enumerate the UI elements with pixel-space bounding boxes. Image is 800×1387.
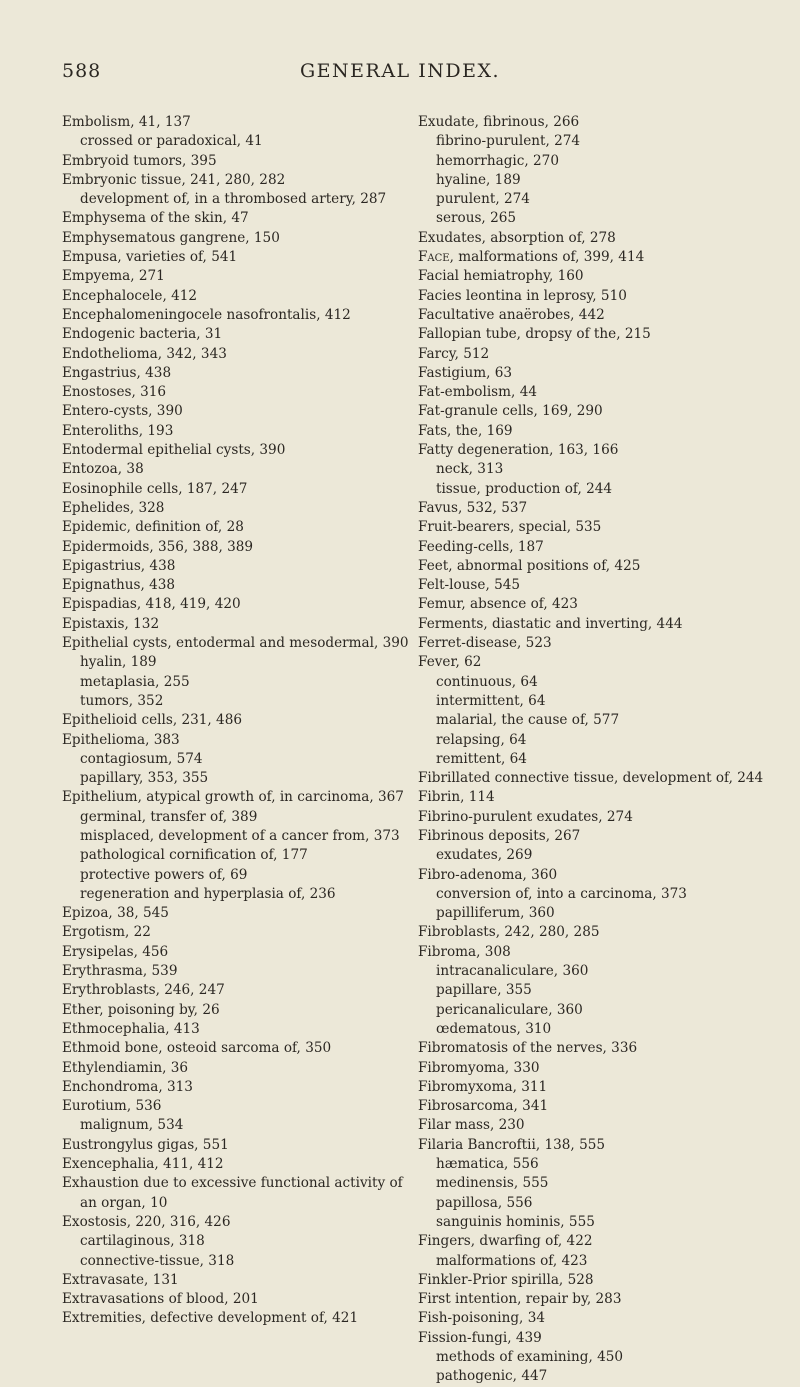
index-entry-text: Fibrinous deposits, 267 [418, 827, 581, 844]
index-entry [418, 1078, 780, 1097]
index-entry [62, 1174, 414, 1213]
index-entry [418, 364, 780, 383]
index-subentry [62, 750, 414, 769]
index-entry [62, 287, 414, 306]
index-subentry [62, 808, 414, 827]
index-entry-text: Exencephalia, 411, 412 [62, 1156, 224, 1173]
index-entry [418, 113, 780, 132]
index-entry-text: serous, 265 [436, 210, 517, 227]
index-entry-text: Exostosis, 220, 316, 426 [62, 1213, 231, 1230]
index-subentry [418, 460, 780, 479]
index-entry [62, 731, 414, 750]
index-entry-text: germinal, transfer of, 389 [80, 808, 258, 825]
index-entry-text: Encephalomeningocele nasofrontalis, 412 [62, 306, 351, 323]
index-subentry [62, 846, 414, 865]
index-entry [418, 1309, 780, 1328]
index-entry-text: continuous, 64 [436, 673, 538, 690]
index-entry [62, 248, 414, 267]
index-entry [62, 962, 414, 981]
index-entry-text: relapsing, 64 [436, 731, 527, 748]
index-subentry [418, 171, 780, 190]
index-entry-text: Ether, poisoning by, 26 [62, 1001, 220, 1018]
index-entry [62, 460, 414, 479]
index-entry [418, 769, 780, 788]
index-entry [418, 306, 780, 325]
index-entry-text: Emphysema of the skin, 47 [62, 210, 249, 227]
index-entry-text: Eurotium, 536 [62, 1098, 162, 1115]
index-entry-text: Entozoa, 38 [62, 461, 144, 478]
index-entry [418, 1290, 780, 1309]
index-entry-text: connective-tissue, 318 [80, 1252, 235, 1269]
index-entry-text: development of, in a thrombosed artery, 287 [80, 191, 387, 208]
index-subentry [418, 1001, 780, 1020]
page-header [0, 60, 800, 90]
index-entry-text: Facial hemiatrophy, 160 [418, 268, 584, 285]
index-entry-text: Fibromyoma, 330 [418, 1059, 540, 1076]
index-subentry [418, 1348, 780, 1367]
index-entry [62, 345, 414, 364]
index-entry-text: conversion of, into a carcinoma, 373 [436, 885, 687, 902]
index-subentry [62, 692, 414, 711]
index-entry-text: intracanaliculare, 360 [436, 963, 589, 980]
index-subentry [418, 885, 780, 904]
index-subentry [418, 1252, 780, 1271]
index-entry [62, 576, 414, 595]
index-entry-text: Fruit-bearers, special, 535 [418, 519, 602, 536]
index-entry-text: Exudates, absorption of, 278 [418, 229, 616, 246]
index-entry-text: papilliferum, 360 [436, 905, 555, 922]
index-entry [418, 653, 780, 672]
index-entry-text: Exhaustion due to excessive functional activity of an organ, 10 [62, 1175, 403, 1211]
index-subentry [62, 866, 414, 885]
index-entry-text: Fibrino-purulent exudates, 274 [418, 808, 633, 825]
index-entry [62, 171, 414, 190]
index-entry [62, 152, 414, 171]
index-entry-text: Extravasate, 131 [62, 1271, 179, 1288]
index-subentry [418, 190, 780, 209]
index-entry-text: intermittent, 64 [436, 692, 546, 709]
index-entry-text: Eosinophile cells, 187, 247 [62, 480, 248, 497]
index-entry-text: Eustrongylus gigas, 551 [62, 1136, 229, 1153]
index-subentry [418, 904, 780, 923]
index-entry-text: Ethmoid bone, osteoid sarcoma of, 350 [62, 1040, 332, 1057]
index-entry-text: Fats, the, 169 [418, 422, 513, 439]
index-entry [62, 1059, 414, 1078]
index-entry [418, 267, 780, 286]
index-entry-text: Fatty degeneration, 163, 166 [418, 442, 619, 459]
index-entry-text: Fibrin, 114 [418, 789, 495, 806]
index-entry-text: Epizoa, 38, 545 [62, 905, 169, 922]
index-entry-text: Empusa, varieties of, 541 [62, 249, 238, 266]
index-entry-text: hyaline, 189 [436, 171, 521, 188]
index-subentry [418, 692, 780, 711]
index-entry-text: Ethylendiamin, 36 [62, 1059, 189, 1076]
index-entry-text: Fibroma, 308 [418, 943, 511, 960]
index-entry-text: Empyema, 271 [62, 268, 165, 285]
index-subentry [62, 1232, 414, 1251]
index-entry [418, 1039, 780, 1058]
index-entry-text: neck, 313 [436, 461, 504, 478]
index-subentry [62, 769, 414, 788]
index-entry [418, 576, 780, 595]
index-entry-text: Epistaxis, 132 [62, 615, 160, 632]
index-entry-text: Epispadias, 418, 419, 420 [62, 596, 241, 613]
index-entry-text: Favus, 532, 537 [418, 499, 528, 516]
index-entry-text: Ethmocephalia, 413 [62, 1020, 200, 1037]
index-entry-text: Enostoses, 316 [62, 384, 167, 401]
index-entry-text: Filaria Bancroftii, 138, 555 [418, 1136, 606, 1153]
index-entry [418, 518, 780, 537]
index-entry-text: Fever, 62 [418, 654, 482, 671]
index-entry [418, 923, 780, 942]
index-entry [62, 557, 414, 576]
index-entry [62, 1020, 414, 1039]
index-entry-text: papillosa, 556 [436, 1194, 533, 1211]
index-entry-text: Epigastrius, 438 [62, 557, 176, 574]
index-entry [62, 1290, 414, 1309]
running-title: GENERAL INDEX. [299, 60, 501, 82]
index-entry-text: Fibrillated connective tissue, development of, 244 [418, 770, 764, 787]
index-entry [418, 538, 780, 557]
index-entry [62, 209, 414, 228]
index-entry [418, 1136, 780, 1155]
index-entry [62, 364, 414, 383]
index-entry-text: protective powers of, 69 [80, 866, 248, 883]
index-entry-text: Ephelides, 328 [62, 499, 165, 516]
index-entry [62, 1078, 414, 1097]
index-entry-text: Ergotism, 22 [62, 924, 151, 941]
index-entry [62, 595, 414, 614]
index-entry-text: œdematous, 310 [436, 1020, 552, 1037]
index-entry-text: pericanaliculare, 360 [436, 1001, 583, 1018]
index-entry-text: Ferret-disease, 523 [418, 635, 552, 652]
index-entry [62, 981, 414, 1000]
index-entry [418, 287, 780, 306]
index-entry-text: Fibroblasts, 242, 280, 285 [418, 924, 600, 941]
index-entry-text: Embryoid tumors, 395 [62, 152, 217, 169]
index-subentry [62, 1116, 414, 1135]
index-subentry [418, 711, 780, 730]
index-entry [62, 480, 414, 499]
index-entry-text: Epithelial cysts, entodermal and mesodermal, 390 [62, 635, 409, 652]
index-entry-text: Embolism, 41, 137 [62, 114, 191, 130]
index-entry [62, 402, 414, 421]
index-subentry [418, 209, 780, 228]
index-subentry [418, 1194, 780, 1213]
index-entry [62, 904, 414, 923]
index-subentry [62, 673, 414, 692]
index-entry-text: Encephalocele, 412 [62, 287, 198, 304]
index-entry-text: contagiosum, 574 [80, 750, 203, 767]
index-entry [62, 1097, 414, 1116]
index-entry [418, 1097, 780, 1116]
index-entry-text: Fibrosarcoma, 341 [418, 1098, 549, 1115]
index-entry [62, 499, 414, 518]
index-subentry [418, 962, 780, 981]
index-entry-text: Extravasations of blood, 201 [62, 1291, 259, 1308]
index-entry-text: tumors, 352 [80, 692, 164, 709]
index-entry [62, 788, 414, 807]
index-entry [418, 499, 780, 518]
index-entry-text: Finkler-Prior spirilla, 528 [418, 1271, 594, 1288]
index-entry [62, 422, 414, 441]
index-entry-text: Fibro-adenoma, 360 [418, 866, 558, 883]
index-entry-text: Epithelioid cells, 231, 486 [62, 712, 242, 729]
index-entry-text: Fibromyxoma, 311 [418, 1078, 548, 1095]
index-entry [62, 441, 414, 460]
index-entry [418, 595, 780, 614]
index-entry [418, 345, 780, 364]
index-entry [62, 1136, 414, 1155]
index-entry [62, 306, 414, 325]
index-entry-text: tissue, production of, 244 [436, 480, 613, 497]
index-entry-text: Feeding-cells, 187 [418, 538, 544, 555]
index-entry [62, 1155, 414, 1174]
index-entry-text: Feet, abnormal positions of, 425 [418, 557, 641, 574]
index-entry-text: Epignathus, 438 [62, 577, 176, 594]
index-subentry [418, 1020, 780, 1039]
index-entry-text: Enchondroma, 313 [62, 1078, 193, 1095]
index-subentry [418, 731, 780, 750]
index-entry-text: Engastrius, 438 [62, 364, 172, 381]
index-entry [62, 1309, 414, 1328]
index-entry-text: Extremities, defective development of, 421 [62, 1310, 359, 1327]
index-entry-text: Emphysematous gangrene, 150 [62, 229, 280, 246]
index-entry-text: Entero-cysts, 390 [62, 403, 183, 420]
index-entry [418, 229, 780, 248]
index-entry-text: Fat-embolism, 44 [418, 384, 537, 401]
index-entry-text: Farcy, 512 [418, 345, 490, 362]
index-entry [418, 1271, 780, 1290]
index-subentry [62, 827, 414, 846]
index-entry-text: hæmatica, 556 [436, 1156, 539, 1173]
index-subentry [62, 190, 414, 209]
index-entry [62, 1271, 414, 1290]
index-entry [418, 1232, 780, 1251]
page-number: 588 [62, 60, 102, 82]
index-entry-text: Fastigium, 63 [418, 364, 513, 381]
index-entry [418, 634, 780, 653]
index-entry [418, 1116, 780, 1135]
index-entry [418, 248, 780, 267]
index-entry-text: Epidermoids, 356, 388, 389 [62, 538, 254, 555]
index-entry [418, 422, 780, 441]
index-entry-text: hemorrhagic, 270 [436, 152, 559, 169]
index-entry-text: crossed or paradoxical, 41 [80, 133, 263, 150]
index-subentry [418, 480, 780, 499]
index-entry [62, 615, 414, 634]
index-entry [62, 113, 414, 132]
index-entry [62, 518, 414, 537]
index-entry-text: Endothelioma, 342, 343 [62, 345, 227, 362]
index-subentry [62, 653, 414, 672]
index-entry [62, 538, 414, 557]
index-subentry [418, 1174, 780, 1193]
index-entry-text: Filar mass, 230 [418, 1117, 525, 1134]
index-entry-text: hyalin, 189 [80, 654, 157, 671]
index-entry [418, 402, 780, 421]
index-entry [418, 1059, 780, 1078]
index-entry-text: Facies leontina in leprosy, 510 [418, 287, 627, 304]
index-subentry [418, 1367, 780, 1386]
index-entry-text: Enteroliths, 193 [62, 422, 174, 439]
index-entry-text: Ferments, diastatic and inverting, 444 [418, 615, 683, 632]
index-entry-text: Epithelium, atypical growth of, in carcinoma, 367 [62, 789, 404, 806]
index-column-left [62, 113, 414, 1329]
index-entry [62, 711, 414, 730]
index-entry-text: Fingers, dwarfing of, 422 [418, 1233, 593, 1250]
index-entry-text: Fission-fungi, 439 [418, 1329, 542, 1346]
index-entry-text: Epidemic, definition of, 28 [62, 519, 244, 536]
index-entry [62, 634, 414, 653]
index-entry-text: Felt-louse, 545 [418, 577, 521, 594]
index-entry [418, 1329, 780, 1348]
index-subentry [418, 1213, 780, 1232]
index-entry [62, 923, 414, 942]
index-entry-text: malarial, the cause of, 577 [436, 712, 620, 729]
index-entry-text: Fibromatosis of the nerves, 336 [418, 1040, 638, 1057]
index-subentry [62, 132, 414, 151]
index-entry-text: First intention, repair by, 283 [418, 1291, 622, 1308]
index-entry-text: Face, malformations of, 399, 414 [418, 249, 645, 266]
index-entry-text: exudates, 269 [436, 847, 533, 864]
index-entry-text: Endogenic bacteria, 31 [62, 326, 223, 343]
index-entry-text: purulent, 274 [436, 191, 530, 208]
index-entry-text: Erythrasma, 539 [62, 963, 178, 980]
index-entry-text: Femur, absence of, 423 [418, 596, 578, 613]
index-entry-text: misplaced, development of a cancer from, 373 [80, 827, 400, 844]
index-subentry [418, 981, 780, 1000]
index-entry [62, 325, 414, 344]
index-entry [418, 943, 780, 962]
index-entry [62, 1039, 414, 1058]
index-entry-text: Facultative anaërobes, 442 [418, 306, 605, 323]
index-entry [62, 383, 414, 402]
index-entry [418, 615, 780, 634]
index-entry [62, 943, 414, 962]
index-entry [418, 557, 780, 576]
index-entry-text: methods of examining, 450 [436, 1349, 624, 1365]
index-subentry [418, 750, 780, 769]
index-entry-text: remittent, 64 [436, 750, 527, 767]
index-entry [418, 325, 780, 344]
index-entry-text: papillare, 355 [436, 982, 532, 999]
index-entry [62, 1001, 414, 1020]
index-entry-text: regeneration and hyperplasia of, 236 [80, 885, 336, 902]
index-entry-text: Erythroblasts, 246, 247 [62, 982, 225, 999]
index-entry [418, 808, 780, 827]
index-entry-text: fibrino-purulent, 274 [436, 133, 581, 150]
index-subentry [418, 1155, 780, 1174]
index-entry-text: cartilaginous, 318 [80, 1233, 205, 1250]
index-subentry [62, 1252, 414, 1271]
index-subentry [418, 846, 780, 865]
index-entry-text: Fallopian tube, dropsy of the, 215 [418, 326, 651, 343]
index-entry-text: malignum, 534 [80, 1117, 184, 1134]
index-column-right [418, 113, 780, 1387]
index-entry [62, 1213, 414, 1232]
index-entry-text: Exudate, fibrinous, 266 [418, 114, 580, 130]
index-entry-text: Fat-granule cells, 169, 290 [418, 403, 603, 420]
index-entry-text: Entodermal epithelial cysts, 390 [62, 442, 286, 459]
index-entry-text: sanguinis hominis, 555 [436, 1213, 595, 1230]
index-subentry [62, 885, 414, 904]
index-subentry [418, 673, 780, 692]
index-entry [418, 866, 780, 885]
index-entry-text: medinensis, 555 [436, 1175, 549, 1192]
index-entry-text: metaplasia, 255 [80, 673, 190, 690]
index-entry-text: papillary, 353, 355 [80, 770, 209, 787]
index-subentry [418, 132, 780, 151]
index-entry [418, 827, 780, 846]
index-entry-text: Fish-poisoning, 34 [418, 1310, 545, 1327]
index-entry [418, 383, 780, 402]
index-entry-text: Epithelioma, 383 [62, 731, 180, 748]
index-entry-text: pathological cornification of, 177 [80, 847, 308, 864]
index-entry-text: malformations of, 423 [436, 1252, 588, 1269]
index-entry-text: pathogenic, 447 [436, 1368, 548, 1385]
index-entry [62, 267, 414, 286]
index-entry [418, 441, 780, 460]
index-subentry [418, 152, 780, 171]
index-entry [418, 788, 780, 807]
index-entry [62, 229, 414, 248]
index-entry-text: Erysipelas, 456 [62, 943, 169, 960]
index-entry-text: Embryonic tissue, 241, 280, 282 [62, 171, 286, 188]
